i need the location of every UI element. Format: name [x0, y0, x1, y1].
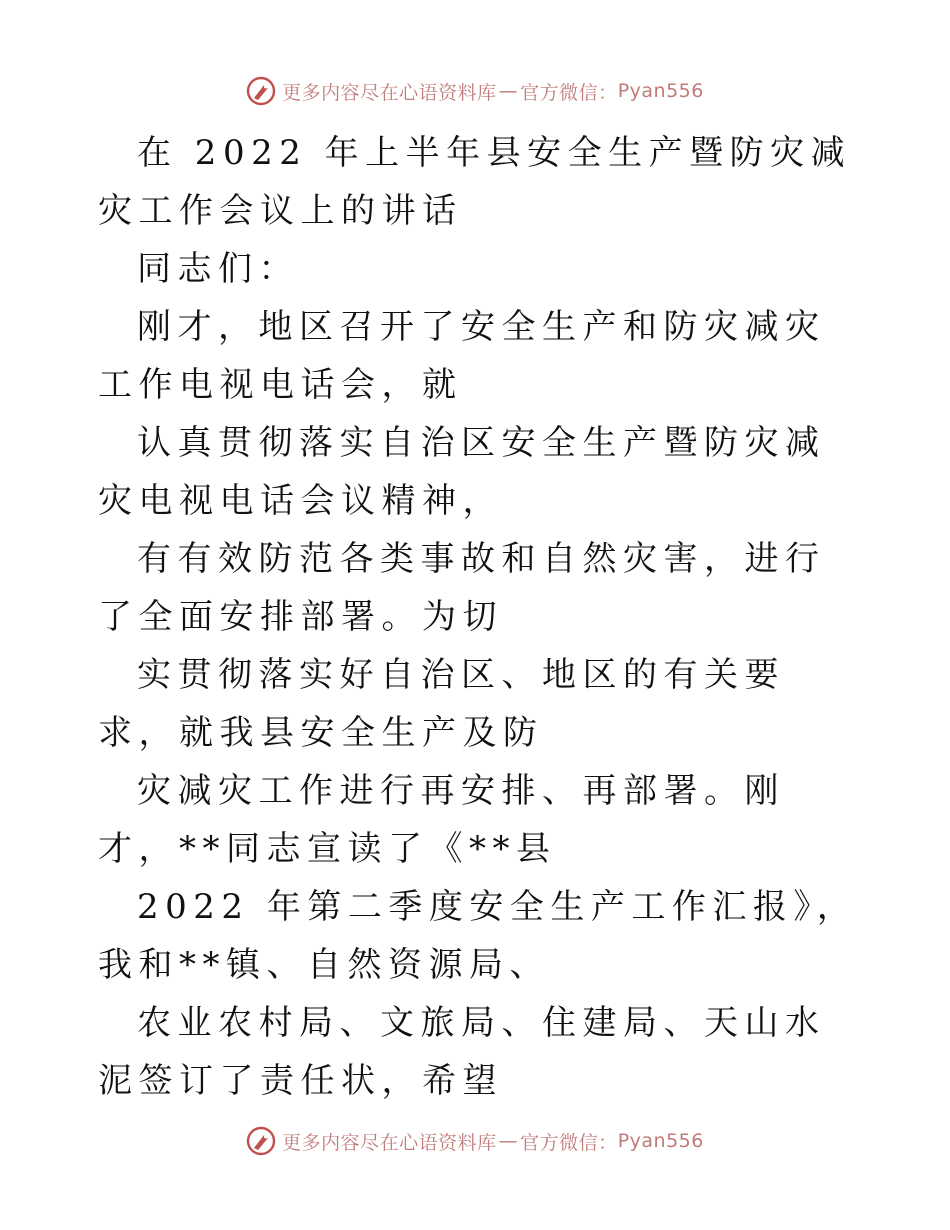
- body-paragraph: 灾减灾工作进行再安排、再部署。刚才，**同志宣读了《**县: [98, 771, 785, 869]
- body-paragraph: 农业农村局、文旅局、住建局、天山水泥签订了责任状，希望: [98, 1003, 826, 1101]
- wechat-id: Pyan556: [617, 80, 704, 102]
- wechat-label: 官方微信：: [520, 81, 618, 104]
- salutation: 同志们：: [137, 249, 299, 289]
- footer-watermark-banner: [0, 1121, 950, 1161]
- watermark-separator: —: [498, 1130, 519, 1152]
- body-paragraph: 刚才，地区召开了安全生产和防灾减灾工作电视电话会，就: [98, 307, 826, 405]
- pen-nib-logo-icon: [246, 76, 276, 106]
- pen-nib-logo-icon: [246, 1126, 276, 1156]
- body-paragraph: 2022 年第二季度安全生产工作汇报》，我和**镇、自然资源局、: [98, 887, 858, 985]
- wechat-label: 官方微信：: [520, 1131, 618, 1154]
- body-paragraph: 认真贯彻落实自治区安全生产暨防灾减灾电视电话会议精神，: [98, 423, 826, 521]
- wechat-id: Pyan556: [617, 1130, 704, 1152]
- watermark-separator: —: [498, 80, 519, 102]
- body-paragraph: 有有效防范各类事故和自然灾害，进行了全面安排部署。为切: [98, 539, 826, 637]
- speech-title: 在 2022 年上半年县安全生产暨防灾减灾工作会议上的讲话: [98, 133, 852, 231]
- document-body: [98, 124, 858, 1110]
- watermark-text: 更多内容尽在心语资料库: [282, 81, 497, 104]
- body-paragraph: 实贯彻落实好自治区、地区的有关要求，就我县安全生产及防: [98, 655, 785, 753]
- watermark-text: 更多内容尽在心语资料库: [282, 1131, 497, 1154]
- header-watermark-banner: [0, 71, 950, 111]
